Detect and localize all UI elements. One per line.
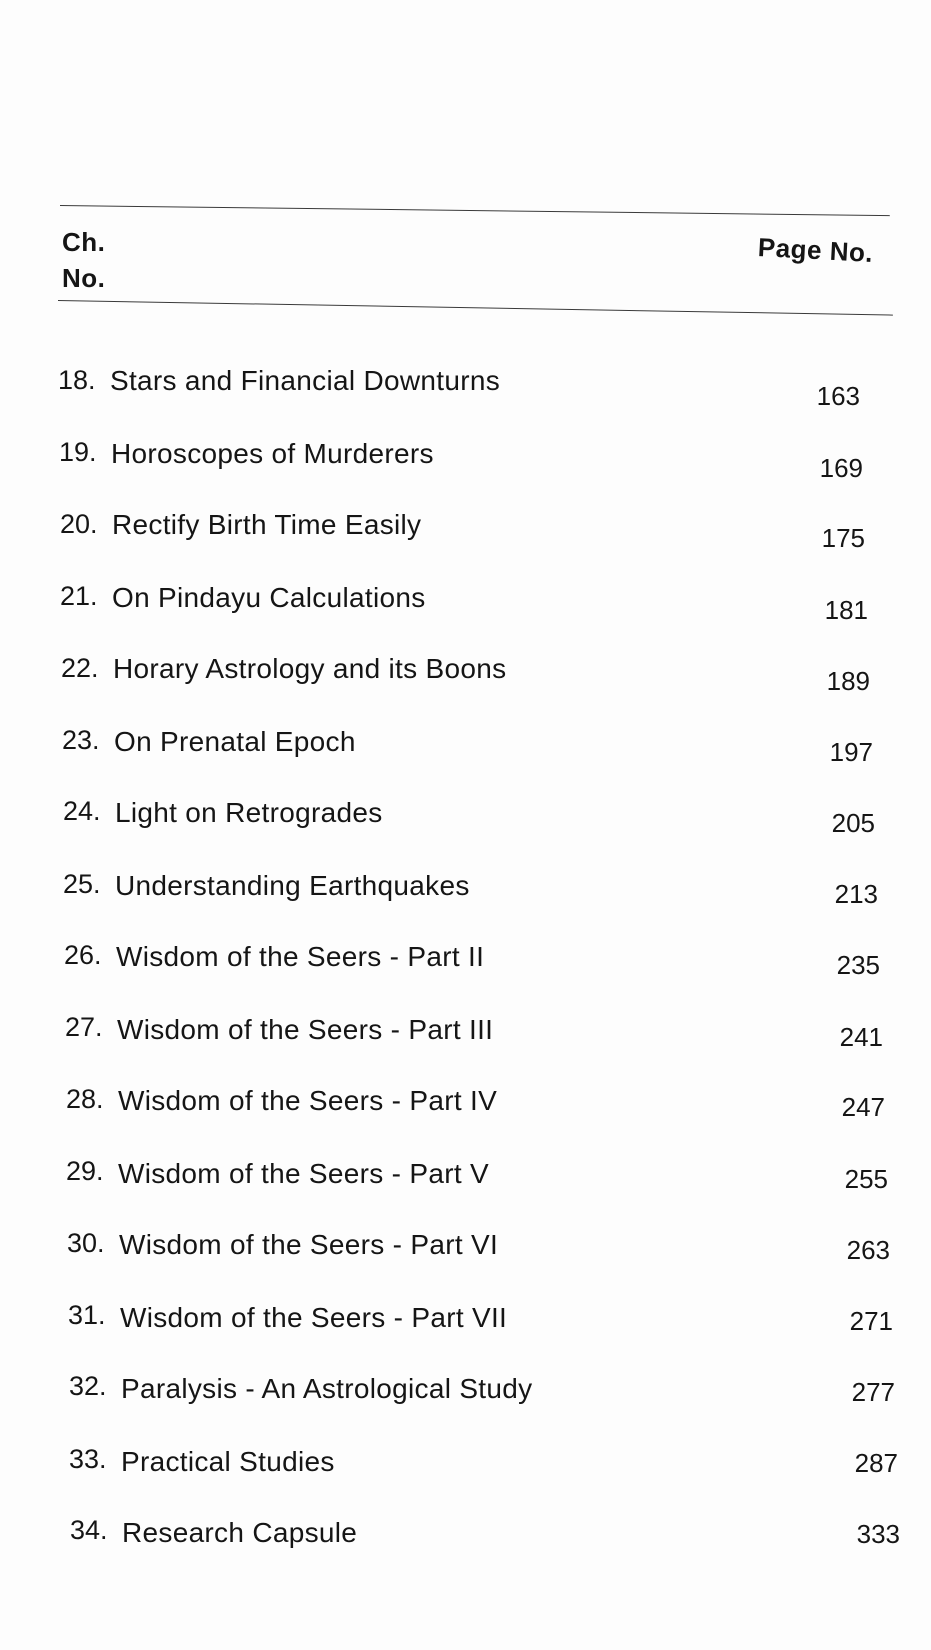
chapter-title: Research Capsule [122, 1517, 358, 1548]
chapter-title: Stars and Financial Downturns [110, 365, 500, 396]
toc-entry [0, 1152, 931, 1192]
chapter-title: On Pindayu Calculations [112, 581, 426, 613]
toc-entry [0, 794, 931, 838]
toc-entry [0, 1366, 931, 1406]
chapter-number: 29. [66, 1155, 104, 1186]
page-number: 163 [816, 381, 860, 411]
chapter-number: 33. [69, 1443, 107, 1474]
chapter-number: 28. [66, 1084, 104, 1114]
chapter-title: Horoscopes of Murderers [111, 437, 434, 469]
chapter-title: Wisdom of the Seers - Part III [117, 1013, 494, 1045]
chapter-number: 31. [68, 1299, 106, 1330]
chapter-number: 32. [69, 1371, 107, 1401]
page-number: 175 [821, 523, 865, 553]
chapter-title: Rectify Birth Time Easily [112, 509, 422, 540]
page-number: 241 [839, 1021, 883, 1052]
page-number: 263 [846, 1235, 890, 1265]
toc-entry [0, 866, 931, 909]
chapter-title: Wisdom of the Seers - Part V [118, 1157, 489, 1189]
toc-entry [0, 1295, 931, 1335]
page-number: 277 [851, 1377, 895, 1407]
page-number: 181 [824, 594, 868, 625]
page-number-header: Page No. [757, 232, 874, 269]
chapter-title: On Prenatal Epoch [114, 725, 356, 757]
toc-entry [0, 1438, 931, 1478]
chapter-number: 26. [64, 940, 102, 970]
page-number: 255 [844, 1163, 888, 1194]
chapter-number: 34. [70, 1515, 108, 1545]
chapter-header-line1: Ch. [62, 227, 106, 257]
chapter-number: 21. [60, 580, 98, 611]
page-number: 247 [841, 1092, 885, 1122]
toc-entry [0, 580, 931, 625]
toc-entry [0, 508, 931, 553]
chapter-title: Wisdom of the Seers - Part VII [120, 1301, 508, 1333]
chapter-title: Understanding Earthquakes [115, 869, 470, 901]
page-number: 213 [834, 878, 878, 909]
toc-entry [0, 937, 931, 980]
page-number: 189 [826, 666, 870, 696]
page-number: 333 [856, 1519, 900, 1549]
chapter-number: 22. [61, 653, 99, 683]
page-number: 271 [849, 1305, 893, 1336]
chapter-title: Wisdom of the Seers - Part VI [119, 1229, 499, 1260]
chapter-number: 18. [58, 365, 96, 395]
chapter-title: Horary Astrology and its Boons [113, 653, 507, 684]
toc-entry [0, 1509, 931, 1549]
toc-entry [0, 651, 931, 696]
page-number: 205 [831, 808, 875, 838]
chapter-header-line2: No. [62, 263, 106, 293]
chapter-number: 20. [60, 509, 98, 539]
toc-entry [0, 1009, 931, 1052]
chapter-title: Light on Retrogrades [115, 797, 383, 828]
toc-entry [0, 723, 931, 767]
chapter-number: 30. [67, 1228, 105, 1258]
chapter-title: Wisdom of the Seers - Part IV [118, 1085, 498, 1116]
toc-entry [0, 1223, 931, 1263]
chapter-number: 23. [62, 724, 100, 755]
chapter-number: 19. [59, 436, 97, 467]
page-number: 235 [836, 950, 880, 980]
toc-entry [0, 1080, 931, 1120]
chapter-number: 24. [63, 796, 101, 826]
chapter-title: Paralysis - An Astrological Study [121, 1373, 533, 1404]
toc-entry [0, 436, 931, 483]
page-number: 197 [829, 736, 873, 767]
page-number: 169 [819, 452, 863, 483]
chapter-title: Practical Studies [121, 1445, 335, 1477]
chapter-title: Wisdom of the Seers - Part II [116, 941, 485, 972]
chapter-number: 25. [63, 868, 101, 899]
toc-entry [0, 365, 931, 411]
chapter-number: 27. [65, 1011, 103, 1042]
page-number: 287 [854, 1447, 898, 1478]
